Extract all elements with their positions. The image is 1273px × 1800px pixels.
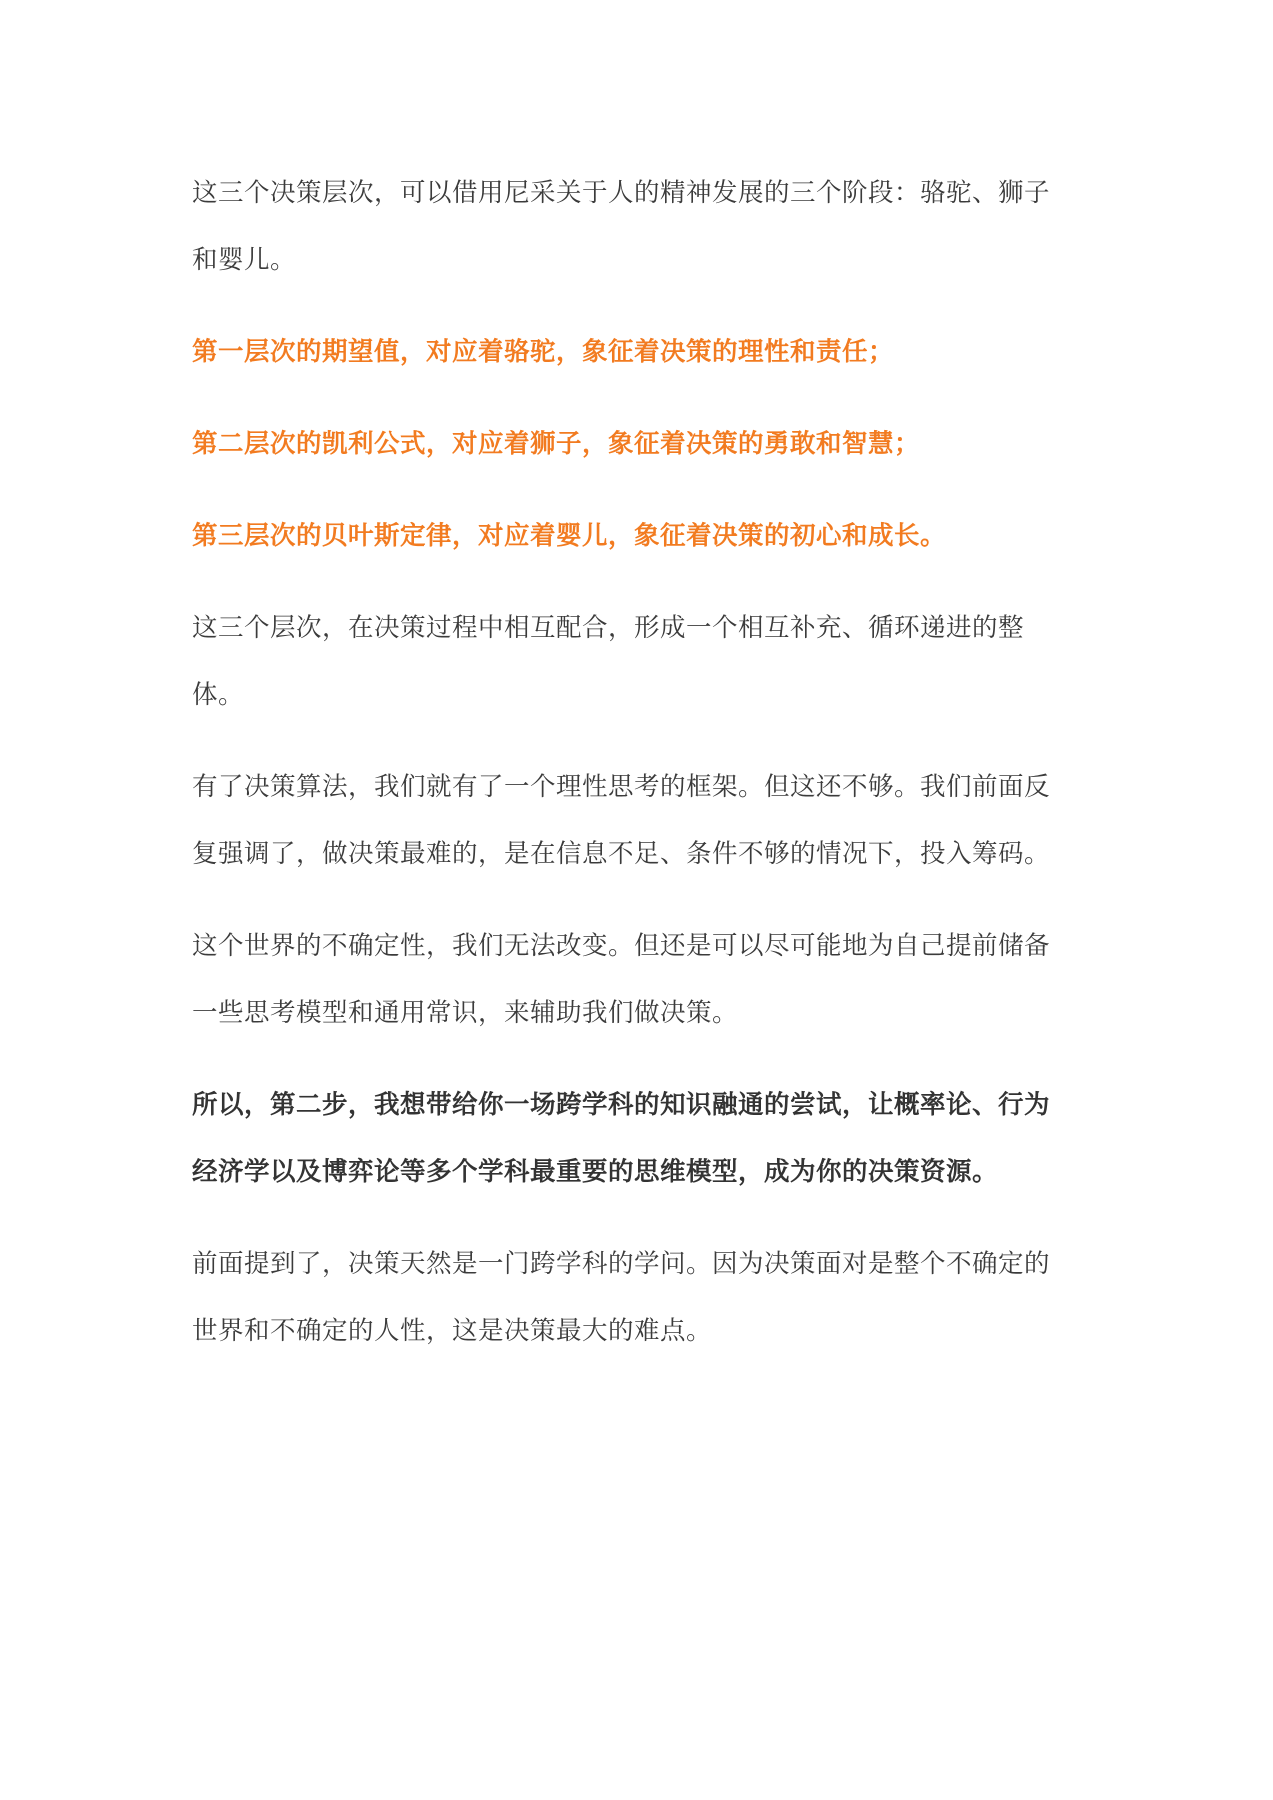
paragraph-interdisciplinary: 前面提到了，决策天然是一门跨学科的学问。因为决策面对是整个不确定的世界和不确定的人性，这是决策最大的难点。 (192, 1249, 1051, 1346)
paragraph-decision-algorithm: 有了决策算法，我们就有了一个理性思考的框架。但这还不够。我们前面反复强调了，做决策最难的，是在信息不足、条件不够的情况下，投入筹码。 (192, 772, 1051, 869)
paragraph-three-levels: 这三个层次，在决策过程中相互配合，形成一个相互补充、循环递进的整体。 (192, 613, 1025, 710)
highlight-level-three: 第三层次的贝叶斯定律，对应着婴儿，象征着决策的初心和成长。 (192, 521, 947, 551)
document-page (192, 160, 1062, 1390)
highlight-level-two: 第二层次的凯利公式，对应着狮子，象征着决策的勇敢和智慧； (192, 429, 921, 459)
paragraph-nietzsche-stages: 这三个决策层次，可以借用尼采关于人的精神发展的三个阶段：骆驼、狮子和婴儿。 (192, 178, 1051, 275)
paragraph-uncertainty: 这个世界的不确定性，我们无法改变。但还是可以尽可能地为自己提前储备一些思考模型和通用常识，来辅助我们做决策。 (192, 931, 1051, 1028)
highlight-level-one: 第一层次的期望值，对应着骆驼，象征着决策的理性和责任； (192, 337, 895, 367)
paragraph-step-two: 所以，第二步，我想带给你一场跨学科的知识融通的尝试，让概率论、行为经济学以及博弈论等多个学科最重要的思维模型，成为你的决策资源。 (192, 1090, 1051, 1187)
